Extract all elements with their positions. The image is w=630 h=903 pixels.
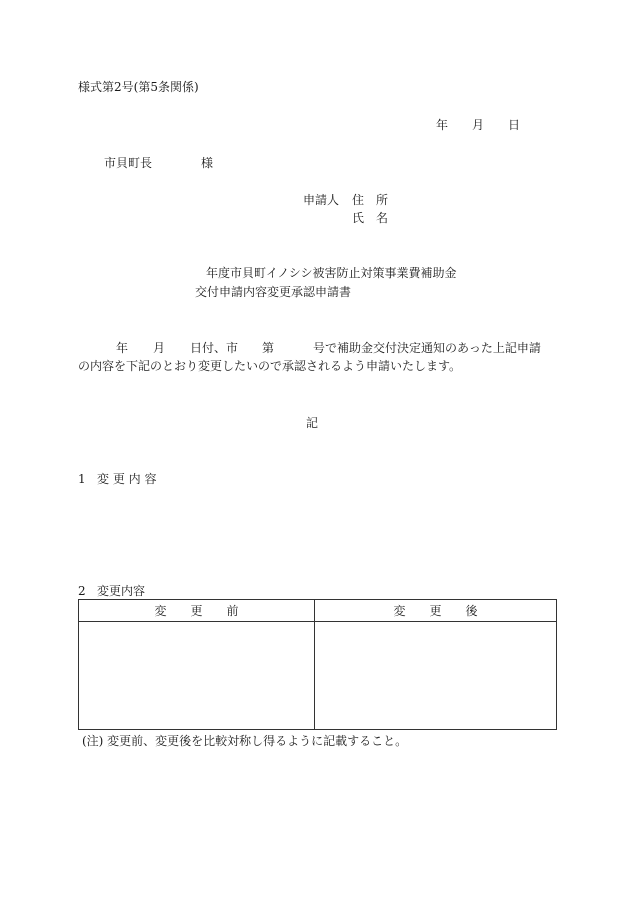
before-header: 変 更 前 bbox=[79, 600, 315, 622]
body-dai: 第 bbox=[262, 341, 275, 355]
after-header: 変 更 後 bbox=[315, 600, 557, 622]
table-header-row bbox=[79, 600, 557, 622]
address-label: 住 所 bbox=[352, 193, 389, 207]
title-line-2: 交付申請内容変更承認申請書 bbox=[195, 285, 352, 299]
table-row bbox=[79, 622, 557, 730]
note: (注) 変更前、変更後を比較対称し得るように記載すること。 bbox=[82, 734, 408, 748]
body-day-city: 日付、市 bbox=[190, 341, 239, 355]
before-cell[interactable] bbox=[79, 622, 315, 730]
body-line-2: の内容を下記のとおり変更したいので承認されるよう申請いたします。 bbox=[78, 359, 462, 373]
title-line-1: 年度市貝町イノシシ被害防止対策事業費補助金 bbox=[206, 266, 457, 280]
change-comparison-table bbox=[78, 599, 557, 730]
after-cell[interactable] bbox=[315, 622, 557, 730]
addressee-honorific: 様 bbox=[201, 156, 214, 170]
section1-number: 1 bbox=[78, 472, 86, 486]
section2-number: 2 bbox=[78, 584, 86, 598]
ki-label: 記 bbox=[306, 416, 319, 430]
body-month: 月 bbox=[153, 341, 166, 355]
body-rest: 号で補助金交付決定通知のあった上記申請 bbox=[313, 341, 541, 355]
section1-label: 変 更 内 容 bbox=[97, 472, 157, 486]
date-line: 年 月 日 bbox=[436, 118, 521, 132]
body-year: 年 bbox=[116, 341, 129, 355]
addressee-mayor: 市貝町長 bbox=[104, 156, 153, 170]
form-number: 様式第2号(第5条関係) bbox=[78, 80, 199, 94]
section2-label: 変更内容 bbox=[97, 584, 146, 598]
applicant-label: 申請人 bbox=[303, 193, 340, 207]
name-label: 氏 名 bbox=[352, 211, 389, 225]
